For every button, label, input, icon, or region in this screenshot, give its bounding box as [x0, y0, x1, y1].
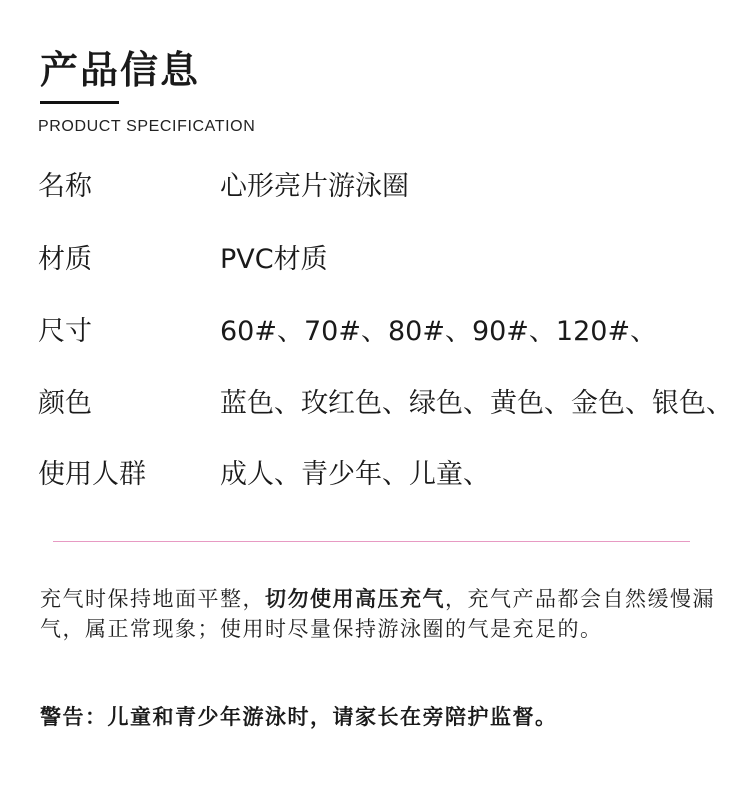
usage-notes [40, 584, 720, 644]
spec-value-size: 60#、70#、80#、90#、120#、 [220, 316, 658, 347]
spec-label-users: 使用人群 [38, 459, 146, 490]
title-underline [40, 101, 119, 104]
spec-row-users [0, 455, 750, 495]
section-divider [53, 541, 690, 542]
spec-value-name: 心形亮片游泳圈 [220, 171, 409, 202]
spec-row-size [0, 312, 750, 352]
safety-warning: 警告：儿童和青少年游泳时，请家长在旁陪护监督。 [40, 705, 558, 729]
usage-note-part3: ，充气产品都会自然缓慢漏气，属正常现象；使用时尽量保持游泳圈的气是充足的。 [40, 587, 715, 641]
spec-label-material: 材质 [38, 244, 92, 275]
spec-value-users: 成人、青少年、儿童、 [220, 459, 490, 490]
usage-note-emphasis: 切勿使用高压充气 [265, 587, 445, 611]
spec-label-color: 颜色 [38, 388, 92, 419]
spec-value-material: PVC材质 [220, 244, 328, 275]
spec-label-name: 名称 [38, 171, 92, 202]
usage-note-part1: 充气时保持地面平整， [40, 587, 265, 611]
spec-row-material [0, 240, 750, 280]
spec-row-color [0, 384, 750, 424]
page-title: 产品信息 [40, 48, 201, 92]
spec-row-name [0, 167, 750, 207]
spec-value-color: 蓝色、玫红色、绿色、黄色、金色、银色、 [220, 388, 733, 419]
page-subtitle: PRODUCT SPECIFICATION [38, 118, 256, 135]
spec-label-size: 尺寸 [38, 316, 92, 347]
